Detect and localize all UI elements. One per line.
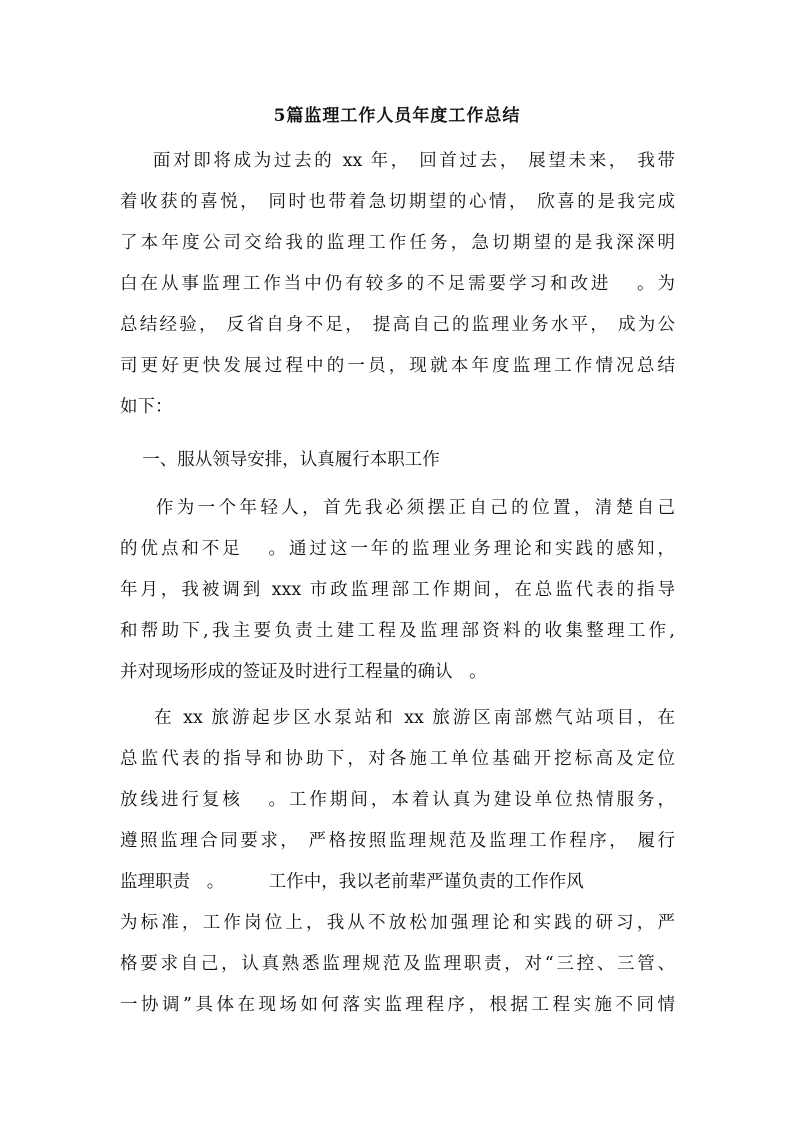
text-line: 放线进行复核 。工作期间，本着认真为建设单位热情服务， bbox=[120, 790, 675, 810]
text-line: 总结经验， 反省自身不足， 提高自己的监理业务水平， 成为公 bbox=[120, 315, 675, 335]
text-line: 白在从事监理工作当中仍有较多的不足需要学习和改进 。为 bbox=[120, 274, 675, 294]
section-heading bbox=[120, 440, 675, 481]
text-line: 格要求自己，认真熟悉监理规范及监理职责，对“三控、三管、 bbox=[120, 954, 675, 974]
text-line: 的优点和不足 。通过这一年的监理业务理论和实践的感知， bbox=[120, 539, 675, 559]
document-title: 5篇监理工作人员年度工作总结 bbox=[273, 106, 521, 126]
text-line: 和帮助下,我主要负责土建工程及监理部资料的收集整理工作, bbox=[120, 621, 675, 641]
text-line: 遵照监理合同要求， 严格按照监理规范及监理工作程序， 履行 bbox=[120, 831, 675, 851]
paragraph-intro bbox=[120, 141, 675, 428]
text-line: 着收获的喜悦， 同时也带着急切期望的心情， 欣喜的是我完成 bbox=[120, 192, 675, 212]
text-line: 如下： bbox=[120, 397, 173, 417]
text-line: 一协调”具体在现场如何落实监理程序，根据工程实施不同情 bbox=[120, 995, 675, 1015]
text-line: 作为一个年轻人，首先我必须摆正自己的位置，清楚自己 bbox=[120, 498, 675, 518]
text-line: 总监代表的指导和协助下，对各施工单位基础开挖标高及定位 bbox=[120, 749, 675, 769]
text-line: 为标准，工作岗位上，我从不放松加强理论和实践的研习，严 bbox=[120, 913, 675, 933]
text-line: 年月，我被调到 xxx 市政监理部工作期间，在总监代表的指导 bbox=[120, 580, 675, 600]
text-line: 在 xx 旅游起步区水泵站和 xx 旅游区南部燃气站项目，在 bbox=[120, 708, 675, 728]
text-line: 面对即将成为过去的 xx 年， 回首过去， 展望未来， 我带 bbox=[120, 151, 675, 171]
paragraph-role bbox=[120, 488, 675, 693]
text-line: 一、服从领导安排，认真履行本职工作 bbox=[120, 450, 440, 470]
text-line: 监理职责 。 工作中，我以老前辈严谨负责的工作作风 bbox=[120, 872, 584, 892]
text-line: 并对现场形成的签证及时进行工程量的确认 。 bbox=[120, 662, 487, 682]
paragraph-projects bbox=[120, 698, 675, 1026]
text-line: 了本年度公司交给我的监理工作任务，急切期望的是我深深明 bbox=[120, 233, 675, 253]
text-line: 司更好更快发展过程中的一员，现就本年度监理工作情况总结 bbox=[120, 356, 675, 376]
